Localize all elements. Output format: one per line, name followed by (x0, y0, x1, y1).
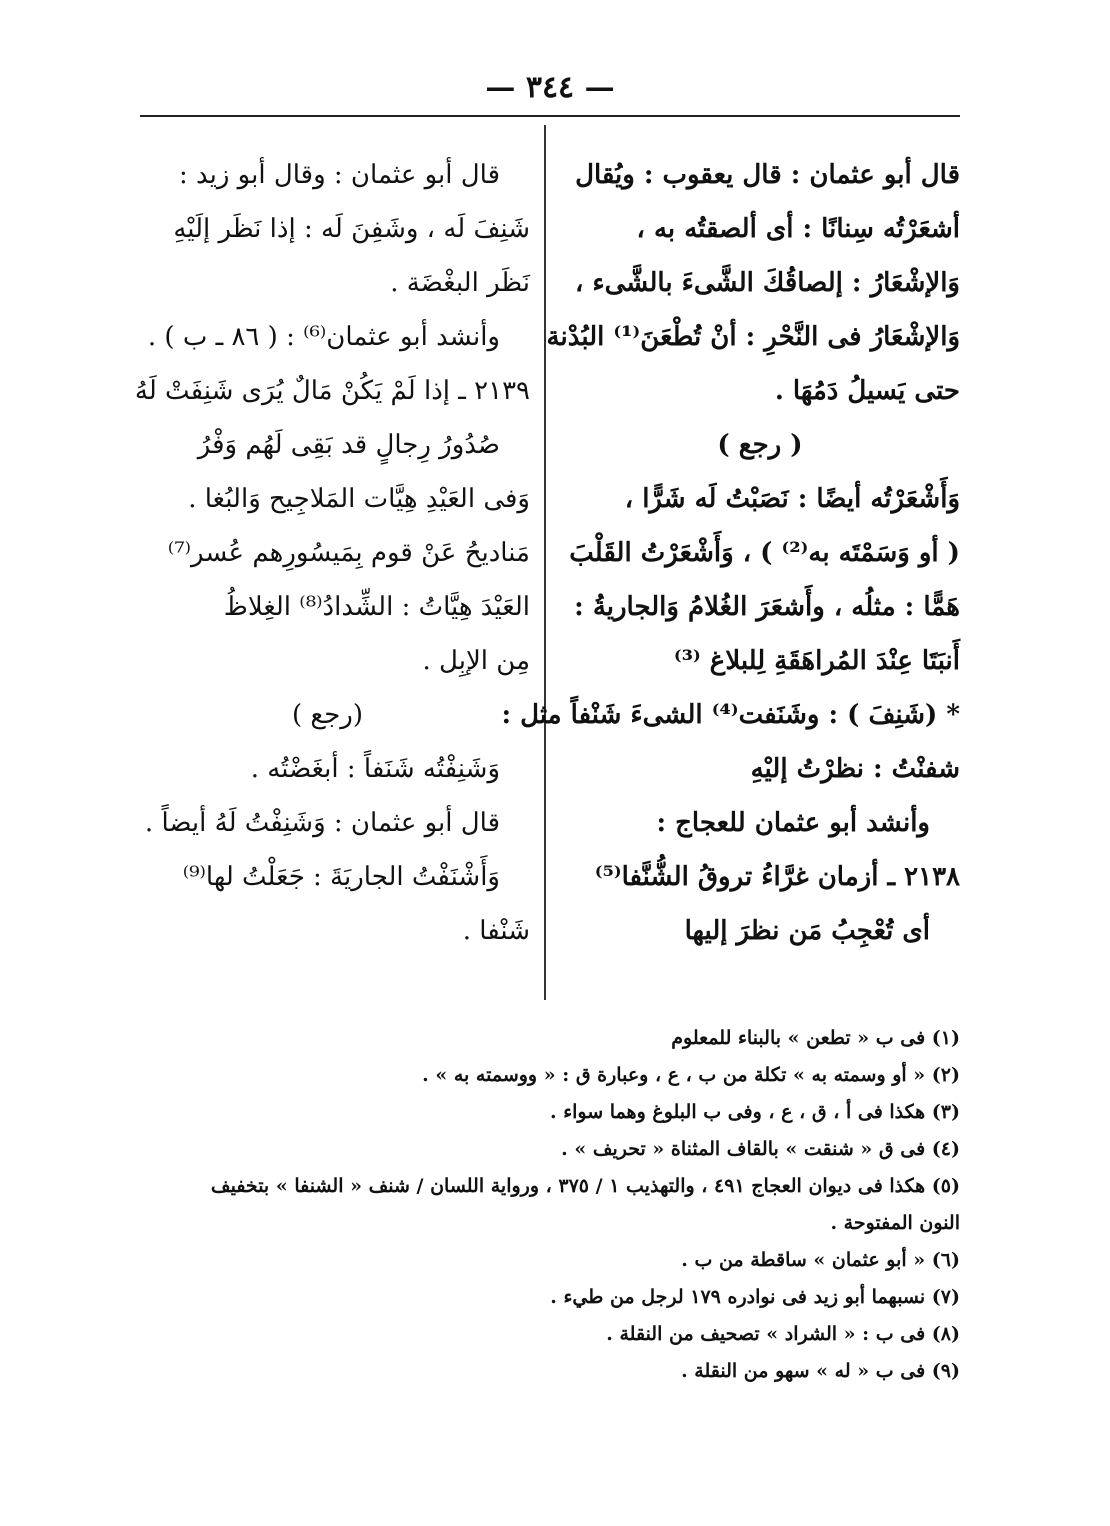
text-line: قال أبو عثمان : وَشَنِفْتُ لَهُ أيضاً . (144, 808, 500, 838)
verse-line: صُدُورُ رِجالٍ قد بَقِى لَهُم وَفْرُ (197, 430, 500, 460)
text-line: شَنْفا . (462, 916, 530, 946)
text-line: نَظَر البغْضَة . (390, 268, 530, 298)
text-line: وَأَشْعَرْتُه أيضًا : نَصَبْتُ لَه شَرًّا ، (624, 484, 960, 514)
text-line: قال أبو عثمان : قال يعقوب : ويُقال (575, 160, 960, 190)
footnote: (٨) فى ب : « الشراد » تصحيف من النقلة . (606, 1323, 960, 1345)
text-line: هَمًّا : مثلُه ، وأَشعَرَ الغُلامُ وَالجاريةُ : (574, 592, 960, 622)
left-column (125, 148, 530, 958)
text-line: وَالإشْعَارُ : إلصاقُكَ الشَّىءَ بالشَّىء ، (574, 268, 960, 298)
text-line: أَنبَتَا عِنْدَ المُراهَقَةِ لِلبلاغ ⁽³⁾ (673, 646, 960, 676)
text-line: وَأَشْنَفْتُ الجاريَةَ : جَعَلْتُ لها⁽⁹⁾ (182, 862, 500, 892)
text-line: وَشَنِفْتُه شَنَفاً : أبغَضْتُه . (250, 754, 500, 784)
entry-heading: * (شَنِفَ ) : وشَنَفت⁽⁴⁾ الشىءَ شَنْفاً مثل : (501, 700, 960, 730)
section-marker: (رجع ) (291, 700, 364, 730)
footnotes (140, 1020, 960, 1390)
text-line: أى تُعْجِبُ مَن نظرَ إليها (684, 916, 930, 946)
page-number: — ٣٤٤ — (485, 70, 615, 105)
footnote: (٤) فى ق « شنقت » بالقاف المثناة « تحريف » . (561, 1138, 960, 1160)
verse-line: ٢١٣٨ ـ أزمان غرَّاءُ تروقُ الشُّنَّفا⁽⁵⁾ (594, 862, 960, 892)
text-line: قال أبو عثمان : وقال أبو زيد : (178, 160, 500, 190)
footnote: (٥) هكذا فى ديوان العجاج ٤٩١ ، والتهذيب ١ / ٣٧٥ ، ورواية اللسان / شنف « الشنفا » بتخفيف (210, 1175, 960, 1197)
text-line: ( أو وَسَمْتَه به⁽²⁾ ) ، وَأَشْعَرْتُ القَلْبَ (569, 538, 960, 568)
text-line: العَيْدَ هِيَّاتُ : الشِّدادُ⁽⁸⁾ الغِلاظُ (223, 592, 530, 622)
section-marker: ( رجع ) (717, 430, 803, 460)
verse-line: ٢١٣٩ ـ إذا لَمْ يَكُنْ مَالٌ يُرَى شَنِفَتْ لَهُ (134, 376, 530, 406)
footnote: (١) فى ب « تطعن » بالبناء للمعلوم (671, 1027, 960, 1049)
footnote-continuation: النون المفتوحة . (830, 1212, 960, 1234)
header-rule (140, 115, 960, 117)
text-line: أشعَرْتُه سِنانًا : أى ألصقتُه به ، (636, 214, 960, 244)
footnote: (٦) « أبو عثمان » ساقطة من ب . (681, 1249, 960, 1271)
text-line: شَنِفَ لَه ، وشَفِنَ لَه : إذا نَظَر إلَيْهِ (173, 214, 530, 244)
verse-line: وَفى العَيْدِ هِيَّات المَلاجِيح وَالبُغا . (188, 484, 530, 514)
text-line: شفنْتُ : نظرْتُ إليْهِ (750, 754, 960, 784)
footnote: (٣) هكذا فى أ ، ق ، ع ، وفى ب البلوغ وهما سواء . (549, 1101, 960, 1123)
footnote: (٩) فى ب « له » سهو من النقلة . (681, 1360, 960, 1382)
text-line: وأنشد أبو عثمان⁽⁶⁾ : ( ٨٦ ـ ب ) . (147, 322, 500, 352)
footnote: (٧) نسبهما أبو زيد فى نوادره ١٧٩ لرجل من طيء . (550, 1286, 960, 1308)
verse-line: مَناديحُ عَنْ قوم بِمَيسُورِهم عُسر⁽⁷⁾ (167, 538, 530, 568)
footnote: (٢) « أو وسمته به » تكلة من ب ، ع ، وعبارة ق : « ووسمته به » . (422, 1064, 960, 1086)
text-line: وَالإشْعَارُ فى النَّحْرِ : أنْ تُطْعَنَ⁽¹⁾ البُدْنة (546, 322, 960, 352)
column-divider (544, 125, 546, 1000)
text-line: وأنشد أبو عثمان للعجاج : (656, 808, 930, 838)
text-line: مِن الإبِل . (422, 646, 530, 676)
text-line: حتى يَسيلُ دَمُهَا . (774, 376, 960, 406)
right-column (501, 148, 960, 958)
